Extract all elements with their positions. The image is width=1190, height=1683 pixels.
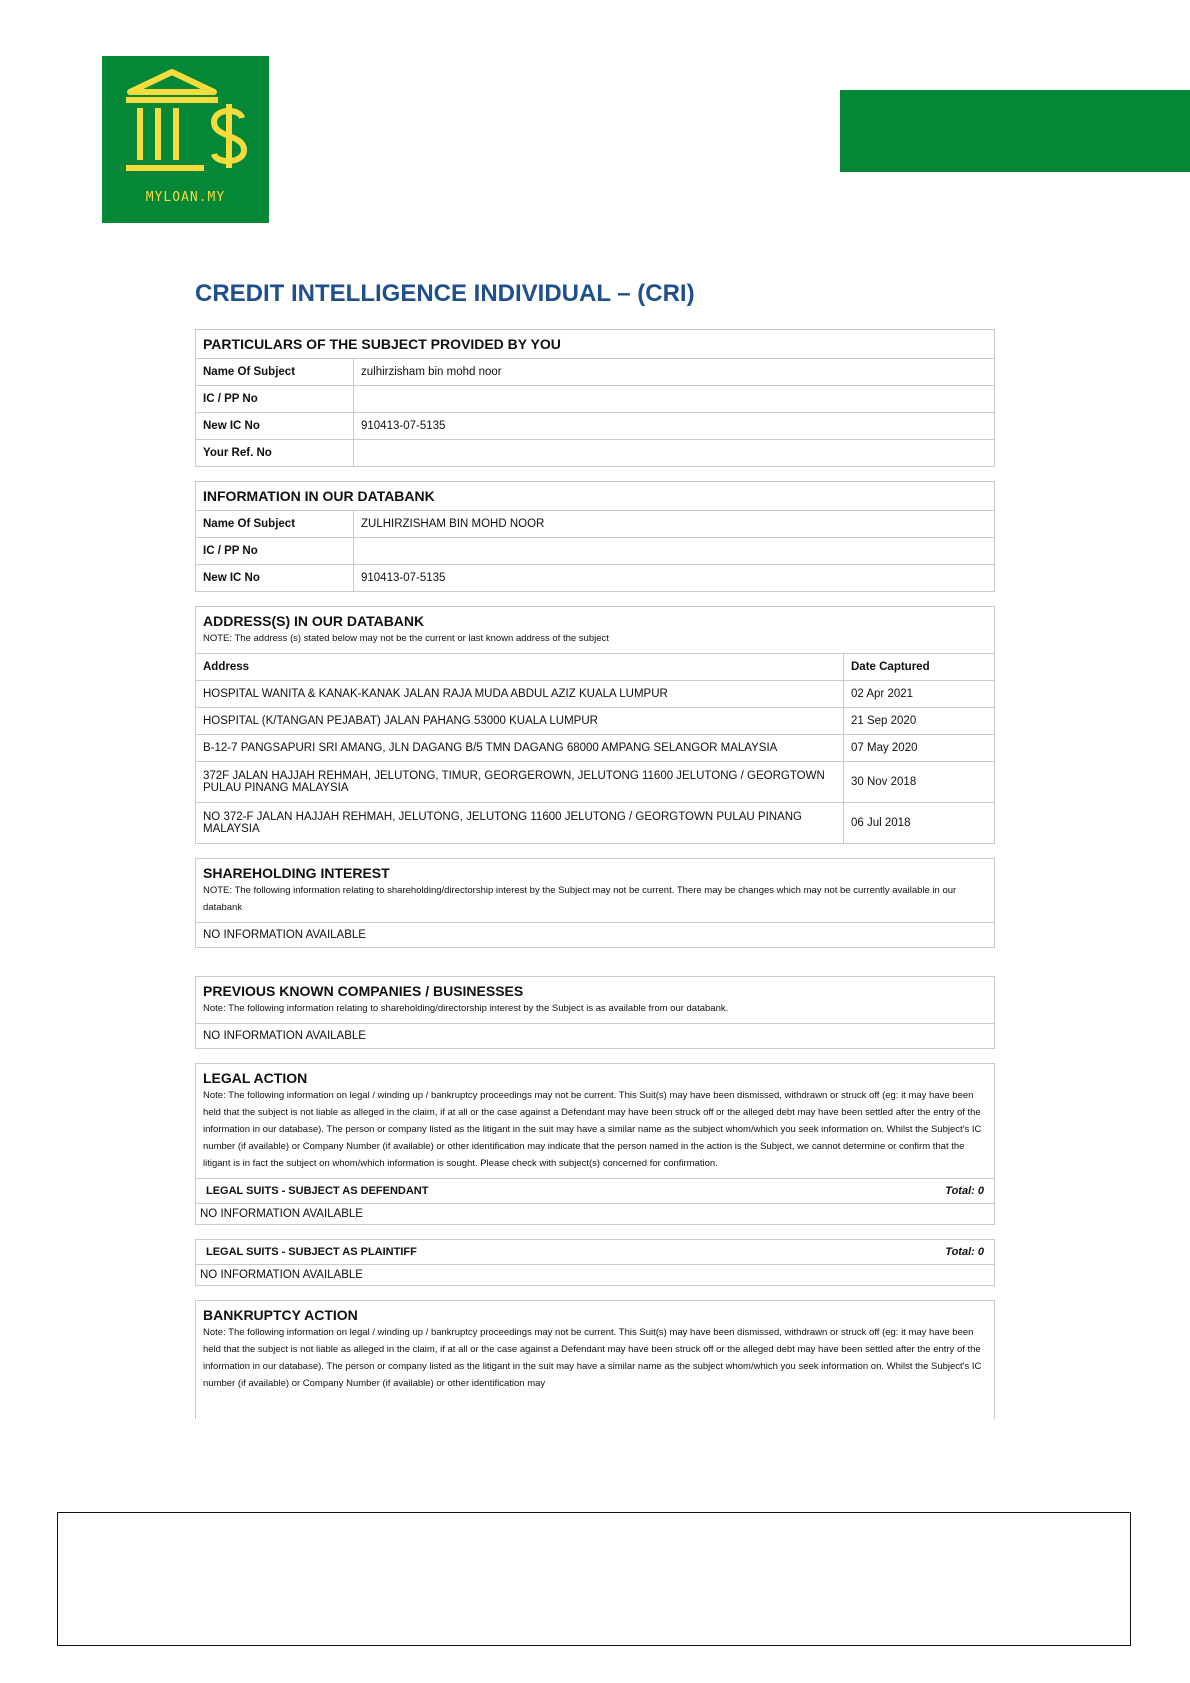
header-green-bar xyxy=(840,90,1190,172)
section-title: PREVIOUS KNOWN COMPANIES / BUSINESSES xyxy=(203,983,524,999)
myloan-logo xyxy=(102,56,269,223)
field-value: 910413-07-5135 xyxy=(361,572,446,584)
column-header: Address xyxy=(196,654,844,681)
date-cell: 07 May 2020 xyxy=(844,735,995,762)
address-cell: HOSPITAL WANITA & KANAK-KANAK JALAN RAJA MUDA ABDUL AZIZ KUALA LUMPUR xyxy=(196,681,844,708)
section-note: NOTE: The address (s) stated below may not be the current or last known address of the subject xyxy=(203,633,609,644)
section-title: LEGAL ACTION xyxy=(203,1070,308,1086)
footer-box xyxy=(57,1512,1131,1646)
previous-companies-section xyxy=(195,976,995,1049)
section-title: BANKRUPTCY ACTION xyxy=(203,1307,358,1323)
section-title: SHAREHOLDING INTEREST xyxy=(203,865,390,881)
section-note: Note: The following information on legal / winding up / bankruptcy proceedings may not be current. This Suit(s) may have been dismissed, withdrawn or struck off (eg: it may have been held that the subject is not liable as alleged in the claim, if at all or the case against a Defendant may have been struck off or the alleged debt may have been settled after the entry of the information in our database). The person or company listed as the litigant in the suit may have a similar name as the subject whom/which you seek information on. Whilst the Subject's IC number (if available) or Company Number (if available) or other identification may xyxy=(203,1327,982,1389)
section-note: Note: The following information relating to shareholding/directorship interest by the Subject is as available from our databank. xyxy=(203,1003,729,1014)
table-header-row xyxy=(196,654,994,681)
field-value xyxy=(354,386,995,413)
address-cell: B-12-7 PANGSAPURI SRI AMANG, JLN DAGANG B/5 TMN DAGANG 68000 AMPANG SELANGOR MALAYSIA xyxy=(196,735,844,762)
section-title: PARTICULARS OF THE SUBJECT PROVIDED BY YOU xyxy=(203,336,561,352)
no-info-text: NO INFORMATION AVAILABLE xyxy=(195,1204,995,1225)
field-label: Name Of Subject xyxy=(196,511,354,538)
table-row xyxy=(196,440,994,467)
suit-label: LEGAL SUITS - SUBJECT AS DEFENDANT xyxy=(206,1185,429,1197)
report-body xyxy=(195,329,995,1419)
suit-label: LEGAL SUITS - SUBJECT AS PLAINTIFF xyxy=(206,1246,417,1258)
date-cell: 06 Jul 2018 xyxy=(844,803,995,844)
table-row xyxy=(196,565,994,592)
address-cell: NO 372-F JALAN HAJJAH REHMAH, JELUTONG, JELUTONG 11600 JELUTONG / GEORGTOWN PULAU PINANG MALAYSIA xyxy=(203,811,802,835)
table-row xyxy=(196,386,994,413)
no-info-text: NO INFORMATION AVAILABLE xyxy=(203,929,366,941)
section-note: Note: The following information on legal / winding up / bankruptcy proceedings may not be current. This Suit(s) may have been dismissed, withdrawn or struck off (eg: it may have been held that the subject is not liable as alleged in the claim, if at all or the case against a Defendant may have been struck off or the alleged debt may have been settled after the entry of the information in our database). The person or company listed as the litigant in the suit may have a similar name as the subject whom/which you seek information on. Whilst the Subject's IC number (if available) or Company Number (if available) or other identification may indicate that the person named in the action is the Subject, we cannot determine or confirm that the litigant is in fact the subject on whom/which information is sought. Please check with subject(s) concerned for confirmation. xyxy=(203,1090,982,1169)
field-value: ZULHIRZISHAM BIN MOHD NOOR xyxy=(354,511,995,538)
address-section xyxy=(195,606,995,844)
table-row xyxy=(196,735,994,762)
plaintiff-suits-bar xyxy=(195,1239,995,1265)
table-row xyxy=(196,803,994,844)
field-value: 910413-07-5135 xyxy=(354,413,995,440)
table-row xyxy=(196,762,994,803)
defendant-suits-bar xyxy=(195,1178,995,1204)
databank-section xyxy=(195,481,995,592)
field-label: IC / PP No xyxy=(196,538,354,565)
address-cell: 372F JALAN HAJJAH REHMAH, JELUTONG, TIMUR, GEORGEROWN, JELUTONG 11600 JELUTONG / GEORGTOWN PULAU PINANG MALAYSIA xyxy=(196,762,844,803)
section-title: ADDRESS(S) IN OUR DATABANK xyxy=(203,613,425,629)
field-label: IC / PP No xyxy=(196,386,354,413)
table-row xyxy=(196,359,994,386)
no-info-text: NO INFORMATION AVAILABLE xyxy=(195,1265,995,1286)
field-label: New IC No xyxy=(196,413,354,440)
field-value: zulhirzisham bin mohd noor xyxy=(354,359,995,386)
field-label: New IC No xyxy=(196,565,354,592)
table-row xyxy=(196,413,994,440)
address-cell: HOSPITAL (K/TANGAN PEJABAT) JALAN PAHANG 53000 KUALA LUMPUR xyxy=(196,708,844,735)
particulars-section xyxy=(195,329,995,467)
section-title: INFORMATION IN OUR DATABANK xyxy=(203,488,435,504)
date-cell: 21 Sep 2020 xyxy=(844,708,995,735)
table-row xyxy=(196,681,994,708)
suit-total: Total: 0 xyxy=(945,1246,984,1258)
no-info-text: NO INFORMATION AVAILABLE xyxy=(203,1030,366,1042)
field-label: Name Of Subject xyxy=(196,359,354,386)
section-note: NOTE: The following information relating to shareholding/directorship interest by the Subject may not be current. There may be changes which may not be currently available in our databank xyxy=(203,885,957,913)
shareholding-section xyxy=(195,858,995,948)
date-cell: 30 Nov 2018 xyxy=(844,762,995,803)
document-title: CREDIT INTELLIGENCE INDIVIDUAL – (CRI) xyxy=(195,280,695,307)
column-header: Date Captured xyxy=(844,654,995,681)
databank-table xyxy=(196,511,994,591)
address-table xyxy=(196,654,994,843)
date-cell: 02 Apr 2021 xyxy=(844,681,995,708)
field-value xyxy=(354,538,995,565)
particulars-table xyxy=(196,359,994,466)
suit-total: Total: 0 xyxy=(945,1185,984,1197)
field-value xyxy=(354,440,995,467)
table-row xyxy=(196,708,994,735)
bankruptcy-section xyxy=(195,1300,995,1419)
table-row xyxy=(196,511,994,538)
legal-action-section xyxy=(195,1063,995,1178)
table-row xyxy=(196,538,994,565)
logo-text: MYLOAN.MY xyxy=(145,190,226,205)
field-label: Your Ref. No xyxy=(196,440,354,467)
